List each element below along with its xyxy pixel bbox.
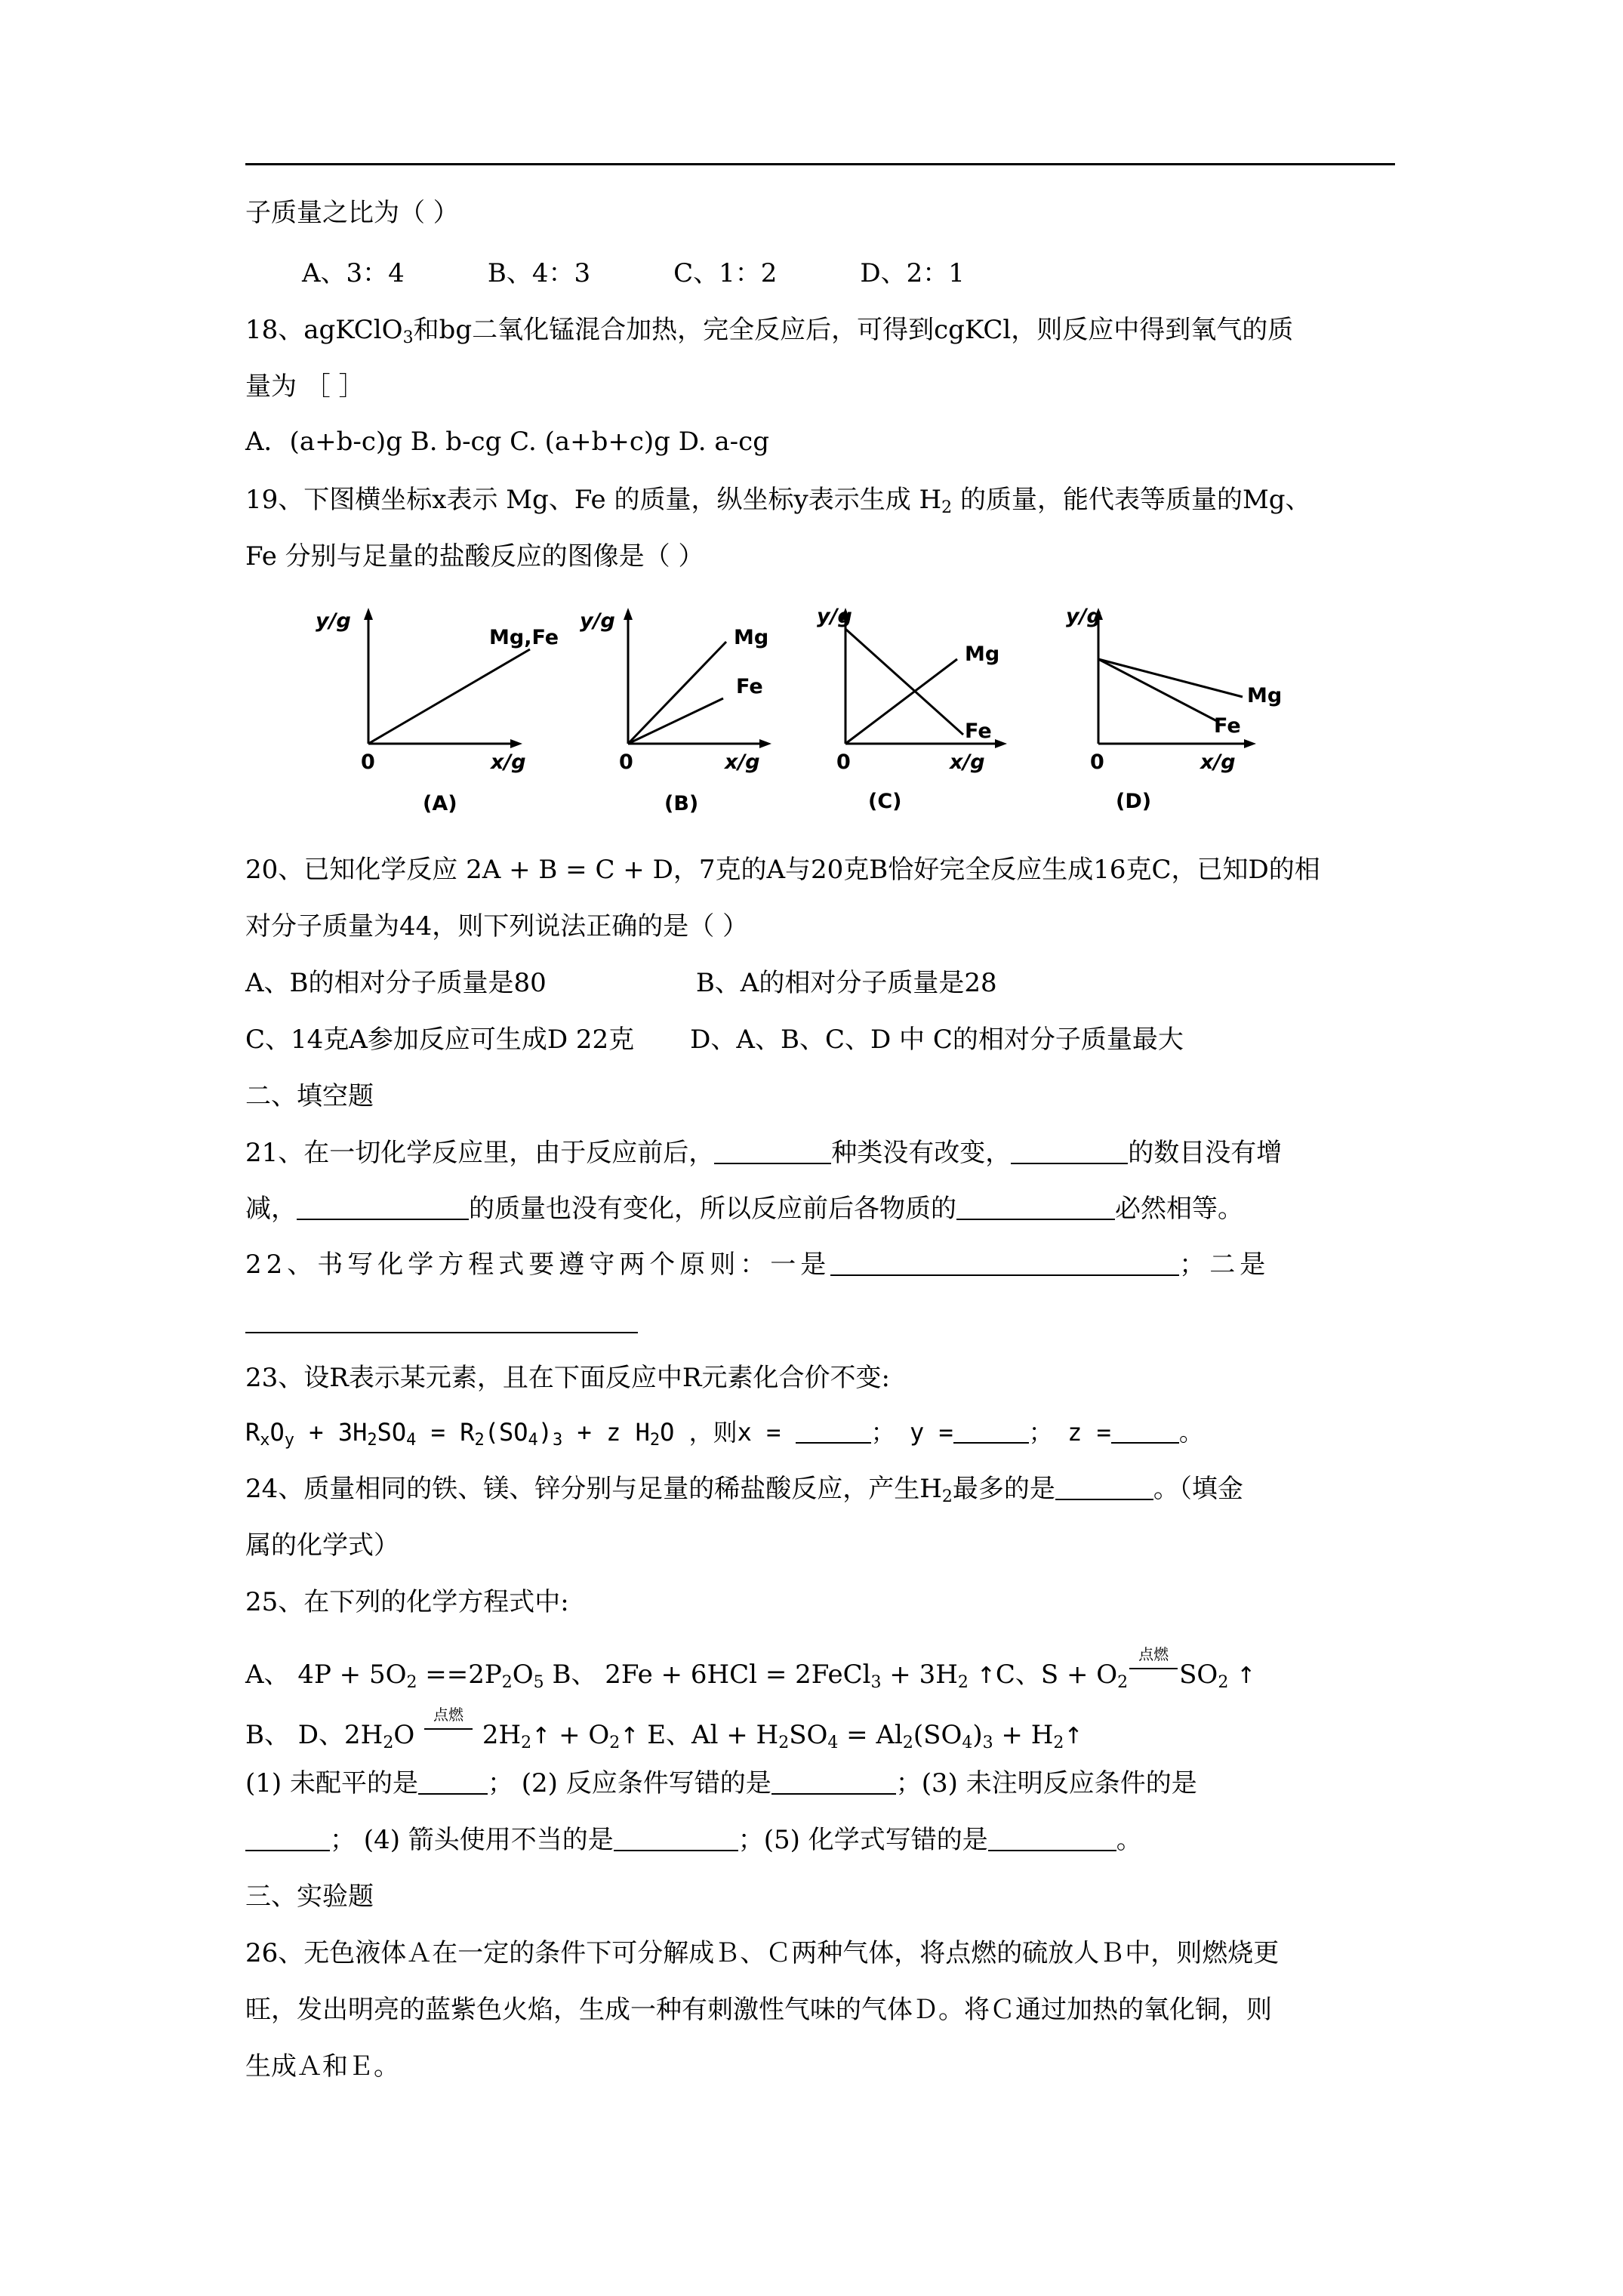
graph-c-line-mg [845,659,957,744]
condition-ignite: 点燃 [423,1718,474,1743]
graph-d-line-mg [1098,659,1243,697]
graph-a[interactable] [302,600,559,819]
graph-d-ylabel: y/g [1066,605,1101,628]
header-rule [245,163,1395,165]
graph-d-x-arrow [1244,739,1256,748]
graph-a-xlabel: x/g [491,750,526,774]
graph-c-ylabel: y/g [817,605,852,628]
q17-options [302,260,965,286]
gas-arrow-icon: ↑ [1064,1723,1083,1749]
graph-c-caption: (C) [868,790,902,813]
q20-stem-line1: 20、已知化学反应 2A + B = C + D，7克的A与20克B恰好完全反应生成16克C，已知D的相 [245,855,1320,885]
q26-line3: 生成Ａ和Ｅ。 [245,2051,399,2082]
q21-line2: 减， 的质量也没有变化，所以反应前后各物质的 必然相等。 [245,1194,1243,1224]
graph-a-caption: (A) [423,792,457,815]
q22-line2 [245,1309,638,1335]
q22-line1: 22、书写化学方程式要遵守两个原则：一是 ；二是 [245,1250,1270,1280]
graph-b-label-fe: Fe [736,675,763,698]
q22-blank-2[interactable] [245,1309,638,1333]
graph-d-xlabel: x/g [1200,750,1236,774]
q25-equations-row1: A、 $4P + 5O_2 ==2P_2O_5$ B、 2Fe + 6HCl = 2FeCl$_3$ + $3H_2$ ↑C、$S + O_2$ 点燃 $SO_2$ ↑ [245,1645,1256,1692]
q22-blank-1[interactable] [830,1252,1179,1276]
q19-stem-line2: Fe 分别与足量的盐酸反应的图像是（ ） [245,541,704,572]
graph-b-line-fe [628,698,723,744]
gas-arrow-icon: ↑ [976,1663,996,1689]
gas-arrow-icon: ↑ [1236,1663,1256,1689]
q19-stem-line1: 19、下图横坐标x表示 Mg、Fe 的质量，纵坐标y表示生成 $H_2$ 的质量，能代表等质量的Mg、 [245,485,1311,517]
q23-blank-y[interactable] [953,1419,1029,1444]
graph-b-xlabel: x/g [725,750,760,774]
q20-options-row1 [245,970,997,996]
q23-stem: 23、设R表示某元素，且在下面反应中R元素化合价不变: [245,1363,890,1393]
graph-a-series-label: Mg,Fe [489,626,559,649]
q21-blank-3[interactable] [297,1196,469,1220]
graph-b-y-arrow [624,608,633,620]
q20-option-d[interactable]: D、A、B、C、D 中 C的相对分子质量最大 [690,1025,1184,1055]
graph-a-ylabel: y/g [316,609,351,633]
q17-option-b[interactable]: B、4：3 [487,258,591,288]
graph-c-label-mg: Mg [965,643,1000,666]
q24-line1: 24、质量相同的铁、镁、锌分别与足量的稀盐酸反应，产生$H_2$最多的是 。（填金 [245,1474,1243,1506]
graph-d-label-mg: Mg [1247,684,1283,707]
graph-b[interactable] [559,600,793,819]
q25-blank-1[interactable] [418,1771,488,1795]
graph-b-line-mg [628,642,726,744]
q26-line1: 26、无色液体Ａ在一定的条件下可分解成Ｂ、Ｃ两种气体，将点燃的硫放人Ｂ中，则燃烧更 [245,1938,1280,1968]
q21-blank-4[interactable] [956,1196,1115,1220]
q26-line2: 旺，发出明亮的蓝紫色火焰，生成一种有刺激性气味的气体Ｄ。将Ｃ通过加热的氧化铜，则 [245,1995,1272,2025]
graph-c-label-fe: Fe [965,720,992,743]
gas-arrow-icon: ↑ [531,1723,551,1749]
graph-b-origin: 0 [619,750,633,774]
q17-option-c[interactable]: C、1：2 [673,258,778,288]
q25-questions-line1: (1) 未配平的是 ； (2) 反应条件写错的是 ；(3) 未注明反应条件的是 [245,1768,1197,1798]
q21-line1: 21、在一切化学反应里，由于反应前后， 种类没有改变， 的数目没有增 [245,1138,1283,1168]
q24-line2: 属的化学式） [245,1530,399,1561]
q25-blank-5[interactable] [988,1827,1116,1851]
q17-option-d[interactable]: D、2：1 [860,258,965,288]
graph-d[interactable] [1049,600,1283,819]
q24-blank[interactable] [1055,1476,1153,1500]
graph-a-origin: 0 [361,750,375,774]
graph-c-xlabel: x/g [950,750,985,774]
graph-c[interactable] [793,600,1027,819]
graph-c-line-fe [845,629,963,735]
graph-a-x-arrow [510,739,522,748]
graph-d-caption: (D) [1116,790,1152,813]
section-2-heading: 二、填空题 [245,1081,374,1111]
graph-c-origin: 0 [836,750,851,774]
q25-questions-line2: ； (4) 箭头使用不当的是 ；(5) 化学式写错的是 。 [245,1827,1142,1853]
graph-b-x-arrow [759,739,771,748]
section-3-heading: 三、实验题 [245,1881,374,1912]
graph-d-label-fe: Fe [1214,714,1241,738]
q20-option-c[interactable]: C、14克A参加反应可生成D 22克 [245,1025,635,1055]
graph-b-label-mg: Mg [734,626,769,649]
q20-stem-line2: 对分子质量为44，则下列说法正确的是（ ） [245,911,749,942]
q21-blank-2[interactable] [1011,1140,1128,1164]
graph-d-line-fe [1098,659,1217,721]
condition-ignite: 点燃 [1128,1657,1179,1683]
q17-stem-continuation: 子质量之比为（ ） [245,198,459,228]
graph-b-ylabel: y/g [580,609,615,633]
graph-a-line-mgfe [368,649,530,744]
graph-d-origin: 0 [1090,750,1104,774]
q20-option-a[interactable]: A、B的相对分子质量是80 [245,968,547,998]
q25-blank-3[interactable] [245,1827,330,1851]
q18-options[interactable]: A．(a+b-c)g B. b-cg C. (a+b+c)g D. a-cg [245,427,769,457]
q25-blank-4[interactable] [614,1827,738,1851]
q23-blank-x[interactable] [796,1419,871,1444]
q19-graphs [302,600,1283,819]
graph-c-x-arrow [995,739,1007,748]
q18-stem-line1: 18、agKClO$_3$和bg二氧化锰混合加热，完全反应后，可得到cgKCl，则反应中得到氧气的质 [245,315,1294,347]
graph-a-y-arrow [364,608,373,620]
q25-blank-2[interactable] [771,1771,896,1795]
q25-equations-row2: B、 D、$2H_2O$ 点燃 $2H_2↑$ + $O_2↑$ E、$Al + H_2SO_4 = Al_2(SO_4)_3$ + $H_2↑$ [245,1706,1083,1752]
q18-stem-line2: 量为 ［ ］ [245,371,365,402]
graph-b-caption: (B) [664,792,699,815]
q21-blank-1[interactable] [714,1140,831,1164]
q23-blank-z[interactable] [1111,1419,1179,1444]
q25-intro: 25、在下列的化学方程式中: [245,1587,569,1617]
q17-option-a[interactable]: A、3：4 [302,258,405,288]
q23-equation: $R_xO_y + 3H_2SO_4 = R_2(SO_4)_3 + z$ $H_2O$ ，则x = ； y = ； z = 。 [245,1418,1203,1450]
q20-option-b[interactable]: B、A的相对分子质量是28 [695,968,997,998]
gas-arrow-icon: ↑ [620,1723,639,1749]
q20-options-row2 [245,1025,1184,1055]
